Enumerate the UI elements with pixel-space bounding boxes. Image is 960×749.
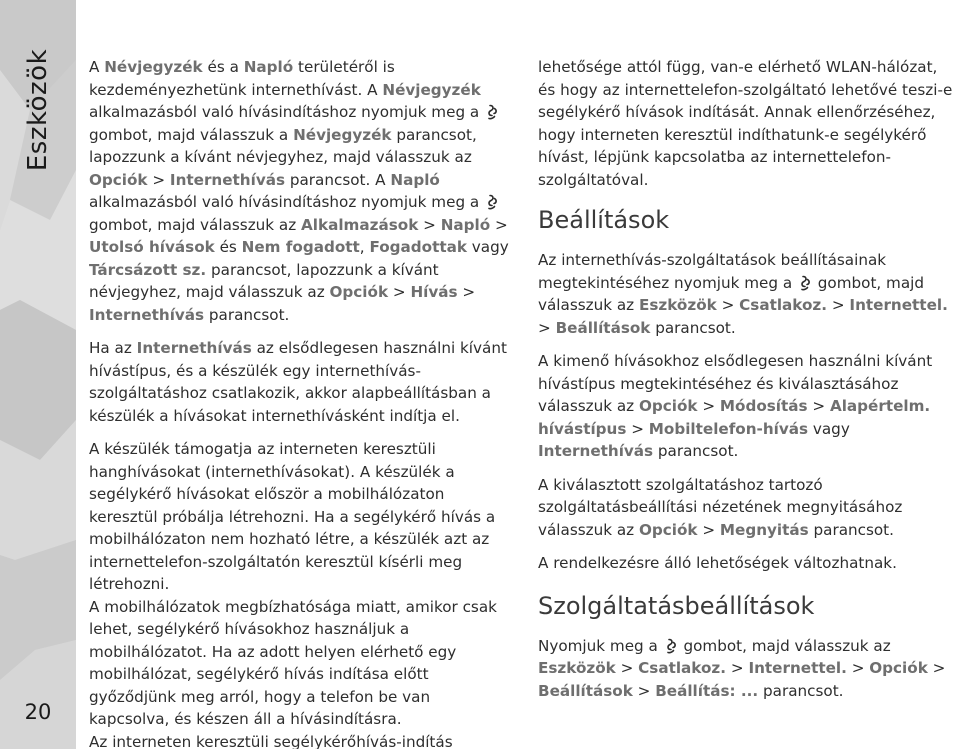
paragraph	[89, 596, 509, 731]
text-run: Ha az	[89, 339, 137, 357]
keyword: Alkalmazások	[301, 215, 419, 234]
text-run: és a	[202, 58, 244, 76]
keyword: Beállítások	[538, 681, 633, 700]
keyword: Beállítás: ...	[655, 681, 759, 700]
menu-key-icon	[665, 638, 677, 654]
text-run: >	[418, 215, 441, 234]
keyword: Fogadottak	[369, 238, 467, 256]
keyword: Opciók	[638, 520, 698, 539]
text-run: >	[490, 215, 508, 234]
text-run: gombot, majd válasszuk az	[678, 636, 891, 655]
text-run: A kimenő hívásokhoz elsődlegesen használni kívánt hívástípus megtekintéséhez és kiválasztásához válasszuk az	[538, 352, 933, 415]
text-run: >	[716, 296, 740, 314]
text-run: gombot, majd válasszuk az	[89, 215, 302, 234]
text-run: Az internethívás-szolgáltatások beállításainak megtekintéséhez nyomjuk meg a	[538, 251, 887, 292]
text-run: >	[388, 283, 411, 301]
keyword: Internethívás	[89, 305, 205, 324]
text-run: parancsot, lapozzunk a kívánt névjegyhez, majd válasszuk az	[89, 125, 477, 166]
text-run: >	[697, 520, 720, 539]
right-column	[538, 56, 956, 713]
text-run: >	[697, 397, 720, 415]
paragraph	[89, 56, 509, 326]
paragraph	[538, 635, 956, 703]
text-run: >	[615, 659, 639, 677]
text-run: alkalmazásból való hívásindításhoz nyomjuk meg a	[89, 193, 485, 211]
paragraph	[538, 474, 956, 542]
section-heading: Beállítások	[538, 206, 670, 234]
keyword: Névjegyzék	[293, 125, 392, 144]
text-run: parancsot.	[650, 318, 736, 337]
text-run: >	[538, 318, 556, 337]
keyword: Opciók	[89, 170, 148, 189]
page-number: 20	[24, 700, 52, 724]
text-run: >	[726, 659, 749, 677]
sidebar	[0, 0, 76, 749]
text-run: Nyomjuk meg a	[538, 636, 663, 655]
text-run: parancsot.	[808, 520, 894, 539]
text-run: >	[632, 681, 656, 700]
text-run: parancsot.	[653, 442, 739, 460]
paragraph	[538, 249, 956, 339]
keyword: Internethívás	[136, 339, 252, 357]
keyword: Alapértelm. hívástípus	[538, 397, 931, 438]
section-heading: Szolgáltatásbeállítások	[538, 591, 815, 620]
text-run: az elsődlegesen használni kívánt hívástípus, és a készülék egy internethívás-szolgáltatáshoz csatlakozik, akkor alapbeállításban a készülék a hívásokat internethívásként indítja el.	[89, 339, 507, 425]
keyword: Hívás	[410, 283, 458, 301]
keyword: Opciók	[329, 283, 389, 301]
keyword: Opciók	[869, 659, 928, 677]
paragraph	[89, 438, 509, 596]
text-run: >	[147, 170, 170, 189]
keyword: Opciók	[638, 397, 698, 415]
text-run: parancsot. A	[285, 170, 391, 189]
keyword: Internettel.	[849, 296, 948, 314]
text-run: A készülék támogatja az interneten keresztüli hanghívásokat (internethívásokat). A készülék a segélykérő hívásokat először a mobilhálózaton keresztül próbálja létrehozni. Ha a segélykérő hívás a mobilhálózaton nem hozható létre, a készülék azt az internettelefon-szolgáltatón keresztül kísérli meg létrehozni.	[89, 440, 496, 593]
text-run: vagy	[466, 238, 509, 256]
text-run: gombot, majd válasszuk a	[89, 125, 294, 144]
paragraph	[89, 337, 509, 427]
section-title-container	[2, 40, 74, 180]
keyword: Utolsó hívások	[89, 238, 215, 256]
text-run: >	[827, 296, 850, 314]
keyword: Névjegyzék	[104, 58, 203, 76]
text-run: A rendelkezésre álló lehetőségek változhatnak.	[538, 554, 897, 572]
text-run: A kiválasztott szolgáltatáshoz tartozó szolgáltatásbeállítási nézetének megnyitásához válasszuk az	[538, 475, 903, 539]
text-run: alkalmazásból való hívásindításhoz nyomjuk meg a	[89, 103, 485, 121]
keyword: Módosítás	[719, 397, 808, 415]
menu-key-icon	[486, 104, 498, 120]
keyword: Csatlakoz.	[739, 296, 828, 314]
text-run: vagy	[808, 419, 850, 438]
text-run: területéről is kezdeményezhetünk internethívást. A	[89, 58, 395, 99]
keyword: Eszközök	[538, 659, 616, 677]
section-title: Eszközök	[23, 48, 53, 172]
keyword: Napló	[440, 215, 491, 234]
text-run: parancsot.	[204, 305, 290, 324]
menu-key-icon	[486, 194, 498, 210]
text-run: >	[807, 397, 830, 415]
keyword: Eszközök	[638, 296, 717, 314]
keyword: Napló	[390, 170, 440, 189]
keyword: Internettel.	[748, 659, 847, 677]
keyword: Internethívás	[169, 170, 286, 189]
keyword: Megnyitás	[719, 520, 809, 539]
text-run: A	[89, 58, 105, 76]
text-run: >	[457, 283, 476, 301]
text-run: >	[846, 659, 870, 677]
keyword: Beállítások	[555, 318, 651, 337]
paragraph	[538, 552, 956, 575]
text-run: parancsot, lapozzunk a kívánt névjegyhez, majd válasszuk az	[89, 260, 439, 301]
text-run: lehetősége attól függ, van-e elérhető WLAN-hálózat, és hogy az internettelefon-szolgáltató lehetővé teszi-e segélykérő hívások indítását. Annak ellenőrzéséhez, hogy interneten keresztül indíthatunk-e segélykérő hívást, lépjünk kapcsolatba az internettelefon-szolgáltatóval.	[538, 58, 953, 189]
menu-key-icon	[799, 275, 811, 291]
keyword: Napló	[243, 58, 294, 76]
text-run: ,	[359, 238, 370, 256]
paragraph	[89, 731, 509, 749]
keyword: Mobiltelefon-hívás	[648, 419, 809, 438]
keyword: Tárcsázott sz.	[89, 260, 207, 279]
keyword: Névjegyzék	[382, 80, 481, 99]
text-run: parancsot.	[758, 681, 844, 700]
keyword: Nem fogadott	[241, 238, 360, 256]
text-run: Az interneten keresztüli segélykérőhívás-indítás	[89, 732, 453, 749]
left-column	[89, 56, 509, 749]
text-run: >	[927, 659, 946, 677]
paragraph	[538, 350, 956, 463]
keyword: Internethívás	[538, 442, 654, 460]
text-run: és	[214, 238, 242, 256]
paragraph	[538, 56, 956, 191]
keyword: Csatlakoz.	[638, 659, 727, 677]
text-run: gombot, majd válasszuk az	[538, 273, 925, 314]
text-run: >	[626, 419, 649, 438]
text-run: A mobilhálózatok megbízhatósága miatt, amikor csak lehet, segélykérő hívásokhoz használjuk a mobilhálózatot. Ha az adott helyen elérhető egy mobilhálózat, segélykérő hívás indítása előtt győződjünk meg arról, hogy a telefon be van kapcsolva, és készen áll a hívásindításra.	[89, 597, 497, 728]
